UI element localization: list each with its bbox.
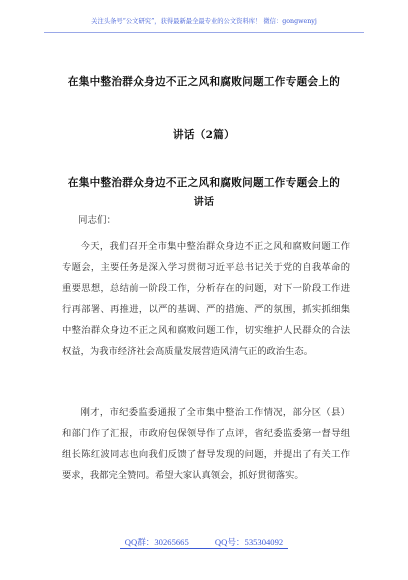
salutation: 同志们：	[78, 215, 117, 226]
header-divider	[44, 32, 364, 33]
footer-qq-number: QQ号：535304092	[214, 537, 284, 547]
section-title-line-1: 在集中整治群众身边不正之风和腐败问题工作专题会上的	[67, 177, 341, 189]
footer-qq-group: QQ群：30265665	[124, 537, 189, 547]
footer-underline	[120, 548, 288, 549]
document-title-line-2: 讲话（2篇）	[172, 129, 236, 141]
body-paragraph-2: 刚才，市纪委监委通报了全市集中整治工作情况，部分区（县）和部门作了汇报，市政府包保领导作了点评，省纪委监委第一督导组组长陈红波同志也向我们反馈了督导发现的问题，并提出了有关工作要求，我都完全赞同。希望大家认真领会，抓好贯彻落实。	[62, 407, 350, 481]
header-promo-note: 关注头条号“公文研究”，获得最新最全最专业的公文资料库！ 微信：gongwenyj	[91, 18, 317, 25]
footer-contact	[0, 536, 408, 548]
document-title-line-1: 在集中整治群众身边不正之风和腐败问题工作专题会上的	[67, 76, 341, 88]
section-title-line-2: 讲话	[193, 197, 215, 208]
body-paragraph-1: 今天，我们召开全市集中整治群众身边不正之风和腐败问题工作专题会，主要任务是深入学习贯彻习近平总书记关于党的自我革命的重要思想，总结前一阶段工作，分析存在的问题，对下一阶段工作进行再部署、再推进，以严的基调、严的措施、严的氛围，抓实抓细集中整治群众身边不正之风和腐败问题工作，切实维护人民群众的合法权益，为我市经济社会高质量发展营造风清气正的政治生态。	[62, 241, 350, 357]
